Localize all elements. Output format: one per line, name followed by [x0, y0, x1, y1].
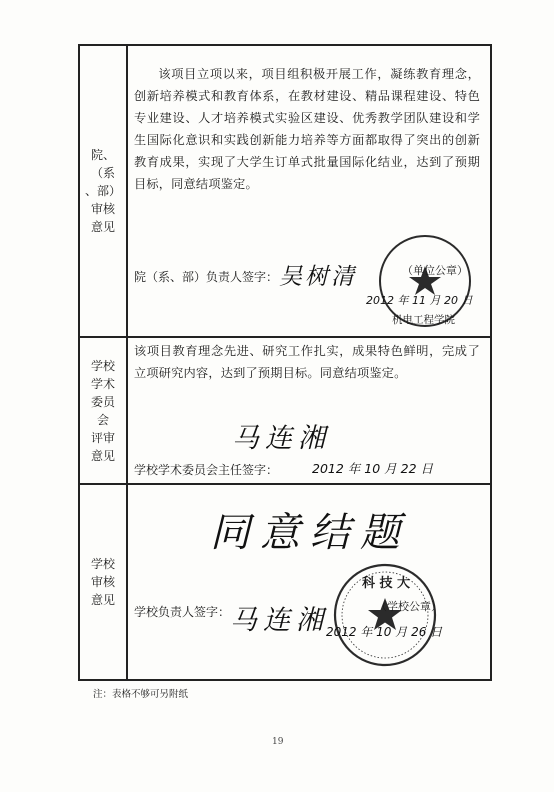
- label-line: 学校: [90, 557, 115, 571]
- footnote: 注：表格不够可另附纸: [93, 689, 189, 700]
- label-line: 委员: [90, 394, 115, 409]
- table-column-divider: [126, 44, 128, 680]
- label-line: 审核: [90, 202, 115, 216]
- department-signature: 吴树清: [279, 264, 357, 290]
- label-line: 院、: [90, 148, 115, 162]
- label-line: 、部）: [84, 184, 121, 198]
- section-label-academic-committee: [80, 338, 126, 483]
- table-border-top: [78, 44, 492, 46]
- university-signature-label: 学校负责人签字：: [134, 605, 231, 619]
- table-row-divider-2: [78, 483, 492, 485]
- department-seal-label: （单位公章）: [402, 264, 468, 277]
- label-line: 评审: [90, 430, 115, 445]
- label-line: （系: [90, 166, 115, 180]
- department-signature-label: 院（系、部）负责人签字：: [134, 270, 279, 284]
- label-line: 意见: [90, 448, 115, 463]
- label-line: 审核: [90, 575, 115, 589]
- university-seal-name: 科 技 大: [362, 576, 411, 591]
- department-seal-name: 机电工程学院: [392, 314, 455, 326]
- university-seal-label: （学校公章）: [376, 600, 442, 613]
- table-row-divider-1: [78, 336, 492, 338]
- table-border-right: [490, 44, 492, 680]
- department-opinion-text: 该项目立项以来，项目组积极开展工作，凝练教育理念，创新培养模式和教育体系，在教材建设、精品课程建设、特色专业建设、人才培养模式实验区建设、优秀教学团队建设和学生国际化意识和实践创新能力培养等方面都取得了突出的创新教育成果，实现了大学生订单式批量国际化结业，达到了预期目标，同意结项鉴定。: [134, 67, 480, 191]
- committee-date: 2012 年 10 月 22 日: [312, 461, 433, 476]
- section-label-department: [80, 46, 126, 336]
- section-label-university: [80, 485, 126, 679]
- page-number: 19: [272, 737, 284, 747]
- committee-signature-label: 学校学术委员会主任签字：: [134, 463, 279, 477]
- department-date: 2012 年 11 月 20 日: [366, 294, 473, 307]
- label-line: 会: [96, 412, 109, 427]
- label-line: 意见: [90, 220, 115, 234]
- table-border-bottom: [78, 679, 492, 681]
- university-date: 2012 年 10 月 26 日: [326, 625, 443, 639]
- label-line: 学校: [90, 358, 115, 373]
- university-handwritten-opinion: 同意结题: [210, 510, 410, 556]
- label-line: 学术: [90, 376, 115, 391]
- university-signature: 马连湘: [230, 605, 329, 636]
- committee-opinion-text: 该项目教育理念先进、研究工作扎实，成果特色鲜明，完成了立项研究内容，达到了预期目标。同意结项鉴定。: [134, 344, 480, 380]
- label-line: 意见: [90, 593, 115, 607]
- committee-signature: 马连湘: [232, 423, 331, 454]
